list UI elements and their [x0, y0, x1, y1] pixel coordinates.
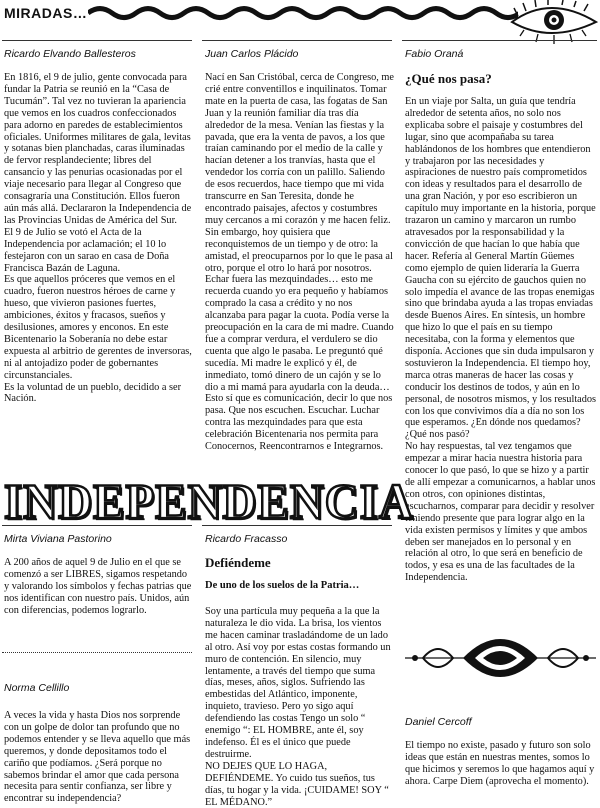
- wavy-header-line: [88, 2, 518, 24]
- author-cercoff: Daniel Cercoff: [405, 716, 472, 728]
- article-orana: [405, 96, 597, 584]
- independencia-banner: INDEPENDENCIA: [4, 474, 414, 530]
- article-paragraph: Es la voluntad de un pueblo, decidido a ser Nación.: [4, 381, 182, 405]
- author-orana: Fabio Oraná: [405, 48, 464, 60]
- article-title-que-nos-pasa: ¿Qué nos pasa?: [405, 71, 492, 86]
- article-subtitle: De uno de los suelos de la Patria…: [205, 580, 360, 591]
- article-paragraph: Es que aquellos próceres que vemos en el cuadro, fueron nuestros héroes de carne y hueso, que vivieron pasiones fuertes, ambiciones, éxitos y fracasos, sueños y desilusiones, amores y enconos. En este Bicentenario la Soberanía no debe estar expuesta al arbitrio de gerentes de inversoras, ni al antojadizo poder de gobernantes circunstanciales.: [4, 274, 192, 381]
- author-ballesteros: Ricardo Elvando Ballesteros: [4, 48, 136, 60]
- article-paragraph: NO DEJES QUE LO HAGA, DEFIÉNDEME. Yo cuido tus sueños, tus días, tu hogar y la vida. ¡CUIDAME! SOY “ EL MÉDANO.”: [205, 760, 389, 808]
- article-ballesteros: [4, 72, 192, 405]
- article-paragraph: A veces la vida y hasta Dios nos sorprende con un golpe de dolor tan profundo que no podemos entender y se lleva aquello que más queremos, y donde depositamos todo el cariño que podíamos. ¿Será porque no sabemos brindar el amor que cada persona necesita para sentir confianza, ser libre y encontrar su independencia?: [4, 710, 191, 805]
- article-cellillo: [4, 710, 192, 805]
- ornament-divider: [403, 628, 598, 688]
- article-paragraph: No hay respuestas, tal vez tengamos que empezar a mirar hacia nuestra historia para conocer lo que pasó, lo que se hizo y a partir de allí empezar a comunicarnos, a hablar unos con otros, con opiniones distintas, escucharnos, comparar para decidir y resolver teniendo presente que para lograr algo en la vida existen permisos y límites y que ambos deben ser manejados en lo personal y en relación al otro, lo que será en beneficio de todos, y esa es una de las facultades de la Independencia.: [405, 441, 596, 584]
- page-header-title: MIRADAS…: [4, 5, 88, 21]
- article-paragraph: Soy una partícula muy pequeña a la que la naturaleza le dio vida. La brisa, los vientos me hacen caminar trasladándome de un lado al otro. Así voy por estas costas formando un muro de contención. En silencio, muy lentamente, a través del tiempo que suma días, meses, años, siglos. Sufriendo las embestidas del Atlántico, imponente, inquieto, travieso. Pero yo sigo aquí defendiendo las costas Tengo un solo “ enemigo “: EL HOMBRE, ante él, soy indefenso. Él es el único que puede destruirme.: [205, 606, 391, 760]
- article-cercoff: [405, 740, 597, 788]
- author-placido: Juan Carlos Plácido: [205, 48, 299, 60]
- article-paragraph: El 9 de Julio se votó el Acta de la Independencia por aclamación; el 10 lo festejaron con un sarao en casa de Doña Francisca Bazán de Laguna.: [4, 226, 169, 274]
- author-pastorino: Mirta Viviana Pastorino: [4, 533, 112, 545]
- article-paragraph: En 1816, el 9 de julio, gente convocada para fundar la Patria se reunió en la “Casa de Tucumán”. Tal vez no tuvieran la apariencia que vemos en los cuadros confeccionados para adorno en paredes de establecimientos oficiales. Uniformes militares de gala, levitas y sotanas bien planchadas, caras iluminadas de fervor resplandeciente; libres del cansancio y las penurias ocasionadas por el viaje necesario para llegar al Congreso que consagraría una Constitución. Ellos fueron aún más allá. Declararon la Independencia de las Provincias Unidas de América del Sur.: [4, 72, 192, 226]
- article-paragraph: Nací en San Cristóbal, cerca de Congreso, me crié entre conventillos e inquilinatos. Tomar mate en la puerta de casa, las fogatas de San Juan y la reunión familiar día tras día alrededor de la mesa. Venían las fiestas y la pavada, que era la venta de pavos, a los que traían caminando por el medio de la calle y hacían detener a los tranvías, hasta que el vendedor los corría con un palillo. Saliendo de esos recuerdos, hace tiempo que mi vida transcurre en San Teresita, donde he encontrado paisajes, afectos y costumbres muy cercanos a mi corazón y me hacen feliz. Sin embargo, hoy quisiera que reconquistemos de un tiempo y de otro: la amistad, el preocuparnos por lo que le pasa al otro, porque el otro lo hará por nosotros. Echar fuera las mezquindades… esto me recuerda cuando yo era pequeño y habíamos comprado la casa a crédito y no nos alcanzaba para pagar la cuota. Podía verse la preocupación en la cara de mi madre. Cuando fue a comprar verdura, el verdulero se dio cuenta que algo le pasaba. Le preguntó qué sucedía. Mi madre le explicó y él, de inmediato, tomó dinero de un cajón y se lo dio a mi mamá para ayudarla con la deuda… Esto sí que es comunicación, decir lo que nos pasa. Que nos escuchen. Escuchar. Luchar contra las mezquindades para que esta celebración Bicentenaria nos permita para Conocernos, Reencontrarnos e Integrarnos.: [205, 72, 394, 453]
- author-fracasso: Ricardo Fracasso: [205, 533, 288, 545]
- article-paragraph: A 200 años de aquel 9 de Julio en el que se comenzó a ser LIBRES, sigamos respetando y valorando los símbolos y fechas patrias que nos identifican con nuestro país. Unidos, aún con diferencias, podemos lograrlo.: [4, 557, 192, 616]
- article-paragraph: En un viaje por Salta, un guía que tendría alrededor de setenta años, no solo nos explicaba sobre el paisaje y costumbres del lugar, sino que acompañaba su tarea hablándonos de los hombres que entendieron y trabajaron por las necesidades y aspiraciones de nuestro país comprometidos con ideas y resultados para el desarrollo de una gran Nación, y por eso escribieron un capítulo muy importante en la historia, porque trazaron un camino y marcaron un rumbo atravesados por la responsabilidad y la convicción de que hacían lo que había que hacer. Refería al General Martín Güemes como ejemplo de quien lideraría la Guerra Gaucha con su ejército de gauchos quien no solo impedía el avance de las tropas enemigas sino que brindaba ayuda a las tropas enviadas desde Buenos Aires. En síntesis, un hombre que hizo lo que el país en su tiempo necesitaba, con la forma y elementos que disponía. Acciones que sin duda impulsaron y sostuvieron la Independencia. El tiempo hoy, marca otras maneras de hacer las cosas y conducir los destinos de todos, y aún en lo personal, de nosotros mismos, y los resultados con los que convivimos día a día no son los que esperamos. ¿En dónde nos quedamos? ¿Qué nos pasó?: [405, 96, 597, 441]
- article-placido: [205, 72, 395, 453]
- article-pastorino: [4, 557, 192, 617]
- article-paragraph: El tiempo no existe, pasado y futuro son solo ideas que están en nuestras mentes, somos lo que hicimos y seremos lo que hagamos aquí y ahora. Carpe Diem (aprovecha el momento).: [405, 740, 595, 787]
- article-fracasso: [205, 606, 395, 808]
- article-title-defiendeme: Defiéndeme: [205, 555, 271, 570]
- author-cellillo: Norma Cellillo: [4, 682, 70, 694]
